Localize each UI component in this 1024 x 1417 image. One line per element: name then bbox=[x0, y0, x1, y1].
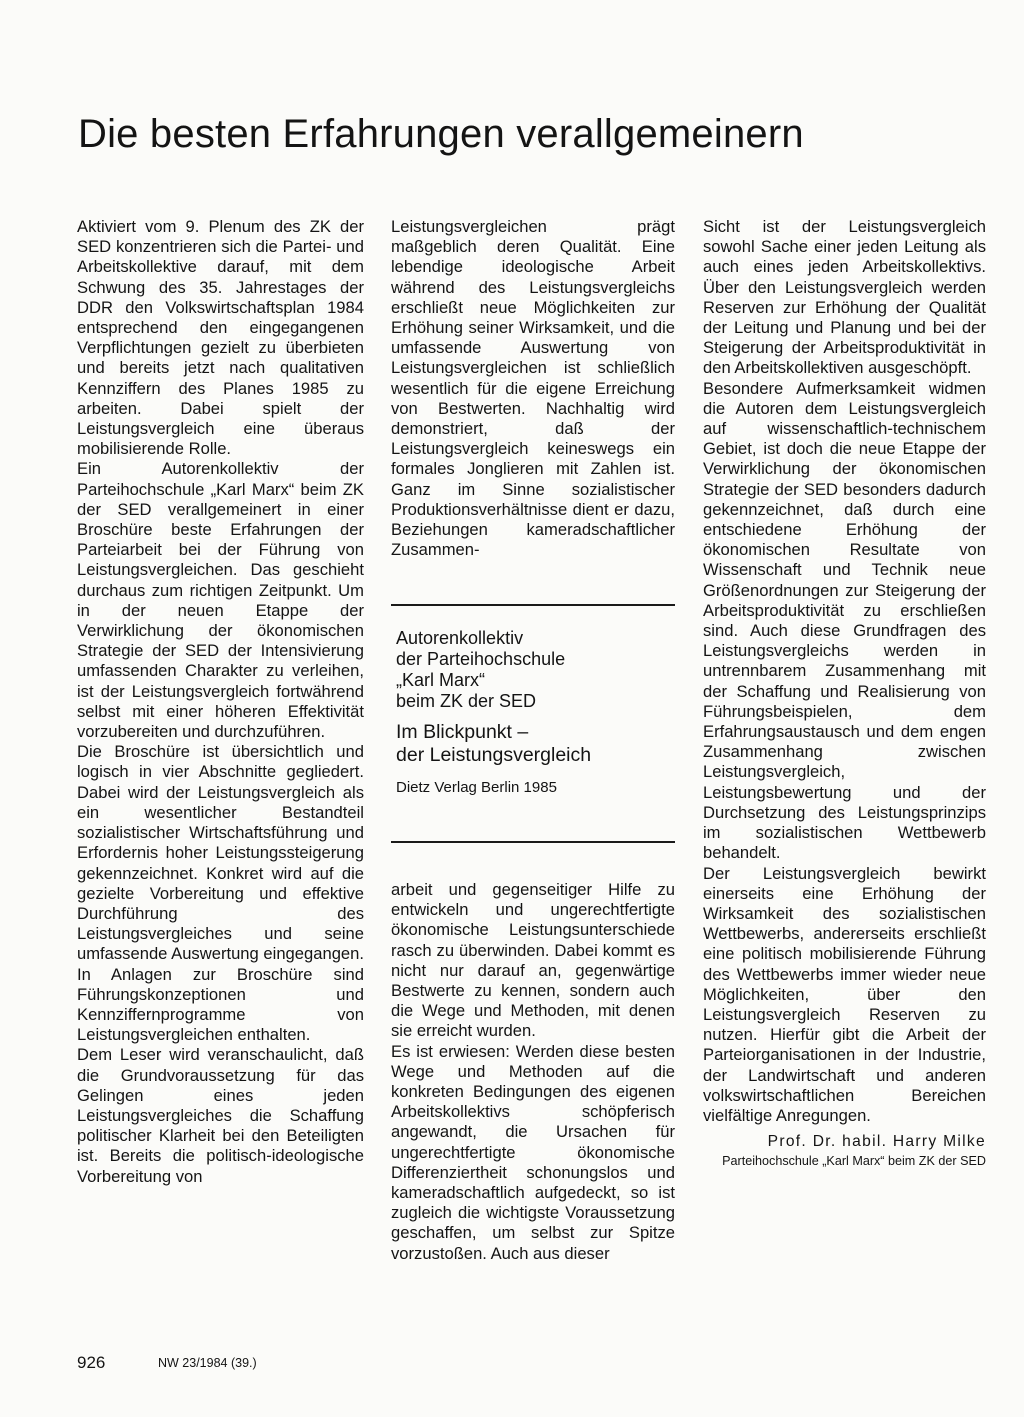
author-signature: Prof. Dr. habil. Harry Milke bbox=[767, 1133, 986, 1151]
paragraph: Besondere Aufmerksamkeit widmen die Autoren dem Leistungsvergleich auf wissenschaftlich-technischem Gebiet, ist doch die neue Etappe der Verwirklichung der ökonomischen Strategie der SED besonders dadurch gekennzeichnet, daß durch eine entschiedene Erhöhung der ökonomischen Resultate von Wissenschaft und Technik neue Größenordnungen zur Steigerung der Arbeitsproduktivität zu erschließen sind. Auch diese Grundfragen des Leistungsvergleichs werden in untrennbarem Zusammenhang mit der Schaffung und Realisierung von Führungsbeispielen, dem Erfahrungsaustausch und dem engen Zusammenhang zwischen Leistungsvergleich, Leistungsbewertung und der Durchsetzung des Leistungsprinzips im sozialistischen Wettbewerb behandelt. bbox=[703, 378, 986, 863]
paragraph: Ein Autorenkollektiv der Parteihochschule „Karl Marx“ beim ZK der SED verallgemeinert in einer Broschüre beste Erfahrungen der Parteiarbeit bei der Führung von Leistungsvergleichen. Das geschieht durchaus zum richtigen Zeitpunkt. Um in der neuen Etappe der Verwirklichung der ökonomischen Strategie der SED der Intensivierung umfassenden Charakter zu verleihen, ist der Leistungsvergleich fortwährend selbst mit einer höheren Effektivität vorzubereiten und durchzuführen. bbox=[77, 459, 364, 742]
paragraph: Es ist erwiesen: Werden diese besten Wege und Methoden auf die konkreten Bedingungen des eigenen Arbeitskollektivs schöpferisch angewandt, die Ursachen für ungerechtfertigte ökonomische Differenziertheit schonungslos und kameradschaftlich aufgedeckt, so ist zugleich die wichtigste Voraussetzung geschaffen, um selbst zur Spitze vorzustoßen. Auch aus dieser bbox=[391, 1041, 675, 1263]
book-title: Im Blickpunkt – der Leistungsvergleich bbox=[396, 721, 592, 766]
column-2-top bbox=[391, 217, 675, 560]
book-reference-box bbox=[396, 628, 676, 797]
paragraph: arbeit und gegenseitiger Hilfe zu entwickeln und ungerechtfertigte ökonomische Leistungsunterschiede rasch zu überwinden. Dabei kommt es nicht nur darauf an, gegenwärtige Bestwerte zu kennen, sondern auch die Wege und Methoden, mit denen sie erreicht wurden. bbox=[391, 880, 675, 1041]
book-publisher: Dietz Verlag Berlin 1985 bbox=[396, 779, 557, 796]
column-2-bottom bbox=[391, 880, 675, 1264]
column-3 bbox=[703, 217, 986, 1169]
paragraph: Aktiviert vom 9. Plenum des ZK der SED konzentrieren sich die Partei- und Arbeitskollektive darauf, mit dem Schwung des 35. Jahrestages der DDR den Volkswirtschaftsplan 1984 entsprechend den eingegangenen Verpflichtungen gezielt zu überbieten und bereits jetzt nach qualitativen Kennziffern des Planes 1985 zu arbeiten. Dabei spielt der Leistungsvergleich eine überaus mobilisierende Rolle. bbox=[77, 217, 364, 459]
book-authors: Autorenkollektiv der Parteihochschule „Karl Marx“ beim ZK der SED bbox=[396, 628, 566, 711]
column-1 bbox=[77, 217, 364, 1187]
paragraph: Sicht ist der Leistungsvergleich sowohl Sache einer jeden Leitung als auch eines jeden Arbeitskollektivs. Über den Leistungsvergleich werden Reserven zur Erhöhung der Qualität der Leitung und Planung und bei der Steigerung der Arbeitsproduktivität in den Arbeitskollektiven ausgeschöpft. bbox=[703, 217, 986, 378]
issue-reference: NW 23/1984 (39.) bbox=[158, 1356, 257, 1370]
article-title: Die besten Erfahrungen verallgemeinern bbox=[78, 112, 804, 156]
page-number: 926 bbox=[77, 1353, 106, 1372]
book-box-top-rule bbox=[391, 604, 675, 606]
paragraph: Die Broschüre ist übersichtlich und logisch in vier Abschnitte gegliedert. Dabei wird der Leistungsvergleich als ein wesentlicher Bestandteil sozialistischer Wirtschaftsführung und Erfordernis hoher Leistungssteigerung gekennzeichnet. Konkret wird auf die gezielte Vorbereitung und effektive Durchführung des Leistungsvergleiches und seine umfassende Auswertung eingegangen. In Anlagen zur Broschüre sind Führungskonzeptionen und Kennziffernprogramme von Leistungsvergleichen enthalten. bbox=[77, 742, 364, 1045]
book-box-bottom-rule bbox=[391, 841, 675, 843]
author-affiliation: Parteihochschule „Karl Marx“ beim ZK der SED bbox=[722, 1154, 986, 1169]
paragraph: Dem Leser wird veranschaulicht, daß die Grundvoraussetzung für das Gelingen eines jeden Leistungsvergleiches die Schaffung politischer Klarheit bei den Beteiligten ist. Bereits die politisch-ideologische Vorbereitung von bbox=[77, 1045, 364, 1186]
paragraph: Der Leistungsvergleich bewirkt einerseits eine Erhöhung der Wirksamkeit des sozialistischen Wettbewerbs, andererseits erschließt eine politisch mobilisierende Führung des Wettbewerbs immer wieder neue Möglichkeiten, über den Leistungsvergleich Reserven zu nutzen. Hierfür gibt die Arbeit der Parteiorganisationen in der Industrie, der Landwirtschaft und anderen volkswirtschaftlichen Bereichen vielfältige Anregungen. bbox=[703, 863, 986, 1125]
paragraph: Leistungsvergleichen prägt maßgeblich deren Qualität. Eine lebendige ideologische Arbeit während des Leistungsvergleichs erschließt neue Möglichkeiten zur Erhöhung seiner Wirksamkeit, und die umfassende Auswertung von Leistungsvergleichen ist schließlich wesentlich für die eigene Erreichung von Bestwerten. Nachhaltig wird demonstriert, daß der Leistungsvergleich keineswegs ein formales Jonglieren mit Zahlen ist. Ganz im Sinne sozialistischer Produktionsverhältnisse dient er dazu, Beziehungen kameradschaftlicher Zusammen- bbox=[391, 217, 675, 560]
